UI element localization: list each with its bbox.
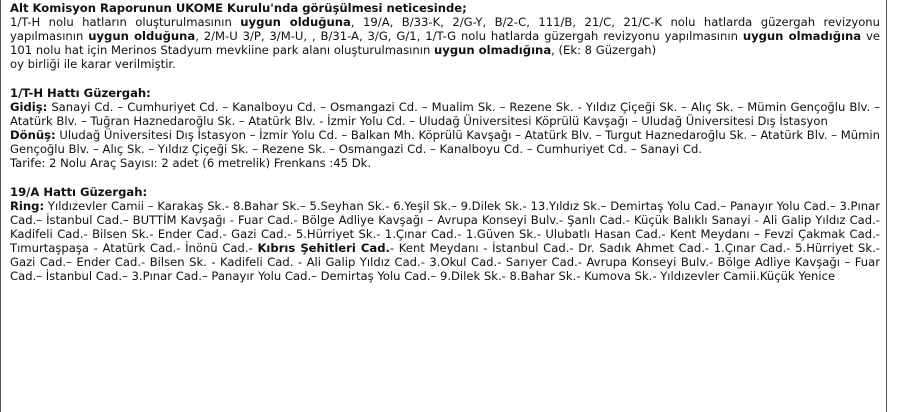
- route-19a-section: [10, 185, 880, 283]
- route-1th-section: [10, 86, 880, 170]
- spacer: [10, 170, 880, 185]
- ring-route-emphasis: Kıbrıs Şehitleri Cad.: [257, 241, 390, 255]
- route-1th-outbound: [10, 100, 880, 128]
- decision-text-5: , (Ek: 8 Güzergah): [551, 43, 657, 57]
- route-19a-ring: [10, 199, 880, 283]
- decision-heading: Alt Komisyon Raporunun UKOME Kurulu'nda görüşülmesi neticesinde;: [10, 1, 467, 15]
- spacer: [10, 71, 880, 86]
- decision-section: [10, 1, 880, 71]
- ring-label: Ring:: [10, 199, 45, 213]
- return-route: Uludağ Üniversitesi Dış İstasyon – İzmir Yolu Cd. – Balkan Mh. Köprülü Kavşağı – Atatürk Blv. – Turgut Haznedaroğlu Sk. – Atatürk Blv. – Mümin Gençoğlu Blv. – Alıç Sk. – Yıldız Çiçeği Sk. – Rezene Sk. – Osmangazi Cd. – Kanalboyu Cd. – Cumhuriyet Cd. – Sanayi Cd.: [10, 128, 880, 156]
- return-label: Dönüş:: [10, 128, 56, 142]
- decision-text-1: 1/T-H nolu hatların oluşturulmasının: [10, 15, 241, 29]
- outbound-route: Sanayi Cd. – Cumhuriyet Cd. – Kanalboyu Cd. – Osmangazi Cd. – Mualim Sk. – Rezene Sk. - Yıldız Çiçeği Sk. – Alıç Sk. – Mümin Gençoğlu Blv. – Atatürk Blv. – Tuğran Haznedaroğlu Sk. – Atatürk Blv. - İzmir Yolu Cd. – Uludağ Üniversitesi Köprülü Kavşağı – Uludağ Üniversitesi Dış İstasyon: [10, 100, 880, 128]
- ring-route-part-1: Yıldızevler Camii – Karakaş Sk.- 8.Bahar Sk.– 5.Seyhan Sk.- 6.Yeşil Sk.– 9.Dilek Sk.- 13.Yıldız Sk.– Demirtaş Yolu Cad.– Panayır Yolu Cad.– 3.Pınar Cad.– İstanbul Cad.– BUTTİM Kavşağı - Fuar Cad.- Bölge Adliye Kavşağı – Avrupa Konseyi Bulv.- Şanlı Cad.- Küçük Balıklı Sanayi - Ali Galip Yıldız Cad.- Kadifeli Cad.- Bilsen Sk.- Ender Cad.- Gazi Cad.- 5.Hürriyet Sk.- 1.Çınar Cad.- 1.Güven Sk.- Ulubatlı Hasan Cad.- Kent Meydanı – Fevzi Çakmak Cad.- Tımurtaşpaşa - Atatürk Cad.- İnönü Cad.-: [10, 199, 880, 255]
- route-1th-title: 1/T-H Hattı Güzergah:: [10, 86, 151, 100]
- decision-emphasis-4: uygun olmadığına: [434, 43, 552, 57]
- decision-emphasis-1: uygun olduğuna: [240, 15, 351, 29]
- ring-route-part-2: - Kent Meydanı - İstanbul Cad.- Dr. Sadık Ahmet Cad.- 1.Çınar Cad.- 5.Hürriyet Sk.- Gazi Cad.– Ender Cad.- Bilsen Sk. - Kadifeli Cad. - Ali Galip Yıldız Cad.- 3.Okul Cad.- Sarıyer Cad.- Avrupa Konseyi Bulv.- Bölge Adliye Kavşağı – Fuar Cad.– İstanbul Cad.– 3.Pınar Cad.– Panayır Yolu Cad.– Demirtaş Yolu Cad.– 9.Dilek Sk.- 8.Bahar Sk.- Kumova Sk.- Yıldızevler Camii.Küçük Yenice: [10, 241, 880, 283]
- page-border-left: [0, 0, 1, 412]
- decision-closing: oy birliği ile karar verilmiştir.: [10, 57, 176, 71]
- decision-text-3: , 2/M-U 3/P, 3/M-U, , B/31-A, 3/G, G/1, 1/T-G nolu hatlarda güzergah revizyonu yapılmasının: [195, 29, 743, 43]
- decision-emphasis-3: uygun olmadığına: [742, 29, 862, 43]
- decision-text-4: ve 101 nolu hat için Merinos Stadyum mevkiine park alanı oluşturulmasının: [10, 29, 880, 57]
- decision-text-2: , 19/A, B/33-K, 2/G-Y, B/2-C, 111/B, 21/C, 21/C-K nolu hatlarda güzergah revizyonu yapılmasının: [10, 15, 880, 43]
- route-1th-tariff: Tarife: 2 Nolu Araç Sayısı: 2 adet (6 metrelik) Frenkans :45 Dk.: [10, 156, 372, 170]
- decision-paragraph: [10, 15, 880, 57]
- outbound-label: Gidiş:: [10, 100, 48, 114]
- route-19a-title: 19/A Hattı Güzergah:: [10, 185, 148, 199]
- route-1th-return: [10, 128, 880, 156]
- decision-emphasis-2: uygun olduğuna: [88, 29, 196, 43]
- document-content: [10, 1, 880, 283]
- page-border-right: [886, 0, 887, 412]
